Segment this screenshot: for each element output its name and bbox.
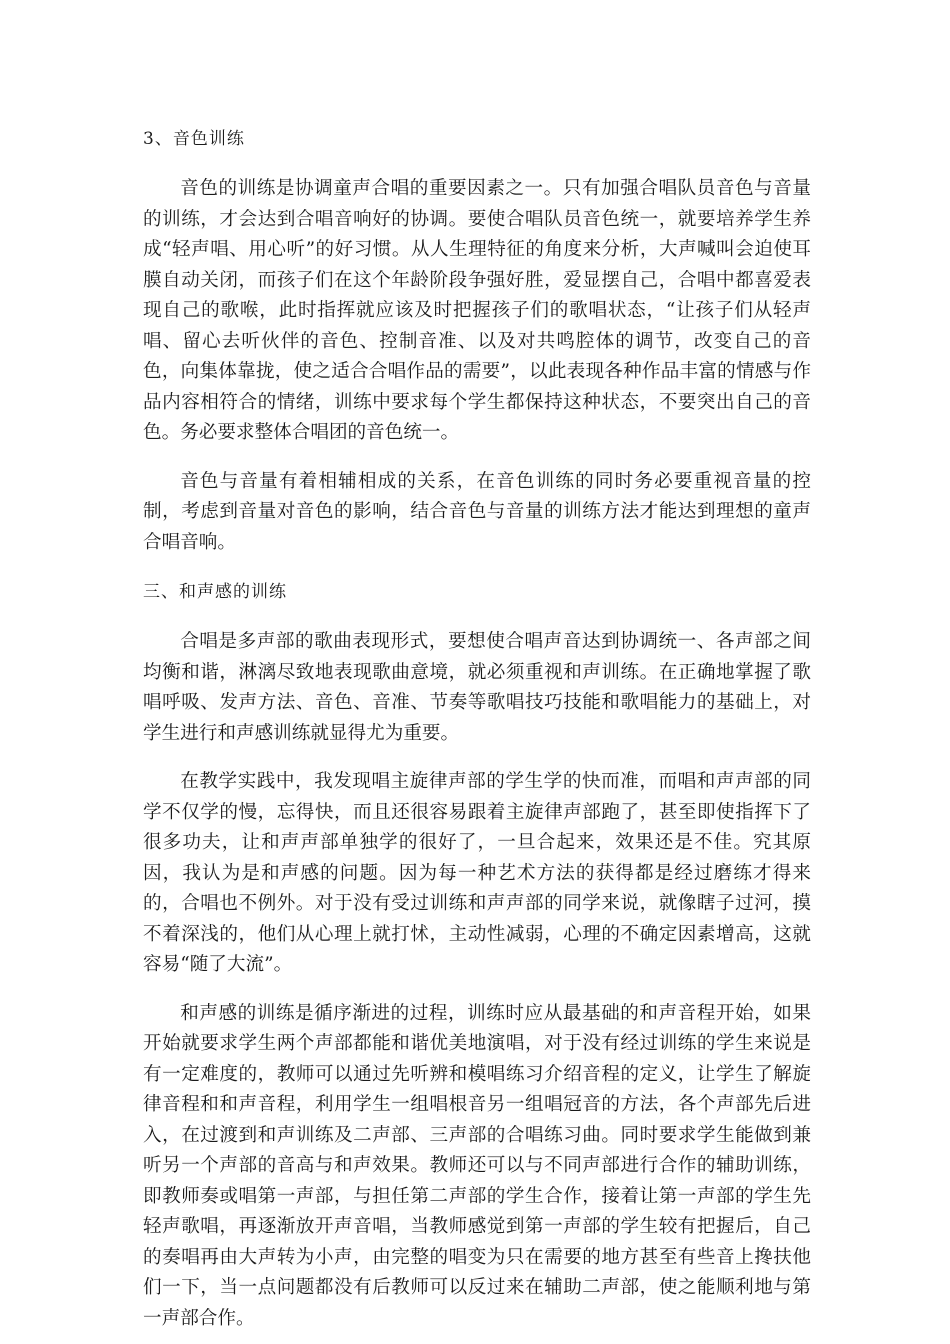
spacer	[143, 156, 811, 174]
spacer	[143, 449, 811, 467]
section-heading-harmony-training: 三、和声感的训练	[143, 582, 287, 602]
section-heading-timbre-training: 3、音色训练	[143, 129, 245, 149]
paragraph-harmony-1: 合唱是多声部的歌曲表现形式，要想使合唱声音达到协调统一、各声部之间均衡和谐，淋漓尽致地表现歌曲意境，就必须重视和声训练。在正确地掌握了歌唱呼吸、发声方法、音色、音准、节奏等歌唱技巧技能和歌唱能力的基础上，对学生进行和声感训练就显得尤为重要。	[143, 631, 811, 744]
paragraph-harmony-2: 在教学实践中，我发现唱主旋律声部的学生学的快而准，而唱和声声部的同学不仅学的慢，忘得快，而且还很容易跟着主旋律声部跑了，甚至即使指挥下了很多功夫，让和声声部单独学的很好了，一旦合起来，效果还是不佳。究其原因，我认为是和声感的问题。因为每一种艺术方法的获得都是经过磨练才得来的，合唱也不例外。对于没有受过训练和声声部的同学来说，就像瞎子过河，摸不着深浅的，他们从心理上就打怵，主动性减弱，心理的不确定因素增高，这就容易“随了大流”。	[143, 771, 811, 975]
paragraph-timbre-1: 音色的训练是协调童声合唱的重要因素之一。只有加强合唱队员音色与音量的训练，才会达到合唱音响好的协调。要使合唱队员音色统一，就要培养学生养成“轻声唱、用心听”的好习惯。从人生理特征的角度来分析，大声喊叫会迫使耳膜自动关闭，而孩子们在这个年龄阶段争强好胜，爱显摆自己，合唱中都喜爱表现自己的歌喉，此时指挥就应该及时把握孩子们的歌唱状态，“让孩子们从轻声唱、留心去听伙伴的音色、控制音准、以及对共鸣腔体的调节，改变自己的音色，向集体靠拢，使之适合合唱作品的需要”，以此表现各种作品丰富的情感与作品内容相符合的情绪，训练中要求每个学生都保持这种状态，不要突出自己的音色。务必要求整体合唱团的音色统一。	[143, 178, 811, 443]
paragraph-harmony-3: 和声感的训练是循序渐进的过程，训练时应从最基础的和声音程开始，如果开始就要求学生两个声部都能和谐优美地演唱，对于没有经过训练的学生来说是有一定难度的，教师可以通过先听辨和模唱练习介绍音程的定义，让学生了解旋律音程和和声音程，利用学生一组唱根音另一组唱冠音的方法，各个声部先后进入，在过渡到和声训练及二声部、三声部的合唱练习曲。同时要求学生能做到兼听另一个声部的音高与和声效果。教师还可以与不同声部进行合作的辅助训练，即教师奏或唱第一声部，与担任第二声部的学生合作，接着让第一声部的学生先轻声歌唱，再逐渐放开声音唱，当教师感觉到第一声部的学生较有把握后，自己的奏唱再由大声转为小声，由完整的唱变为只在需要的地方甚至有些音上搀扶他们一下，当一点问题都没有后教师可以反过来在辅助二声部，使之能顺利地与第一声部合作。	[143, 1002, 811, 1329]
paragraph-timbre-2: 音色与音量有着相辅相成的关系，在音色训练的同时务必要重视音量的控制，考虑到音量对音色的影响，结合音色与音量的训练方法才能达到理想的童声合唱音响。	[143, 470, 811, 553]
spacer	[143, 609, 811, 627]
spacer	[143, 981, 811, 999]
spacer	[143, 558, 811, 576]
spacer	[143, 749, 811, 767]
document-page	[143, 123, 811, 1334]
